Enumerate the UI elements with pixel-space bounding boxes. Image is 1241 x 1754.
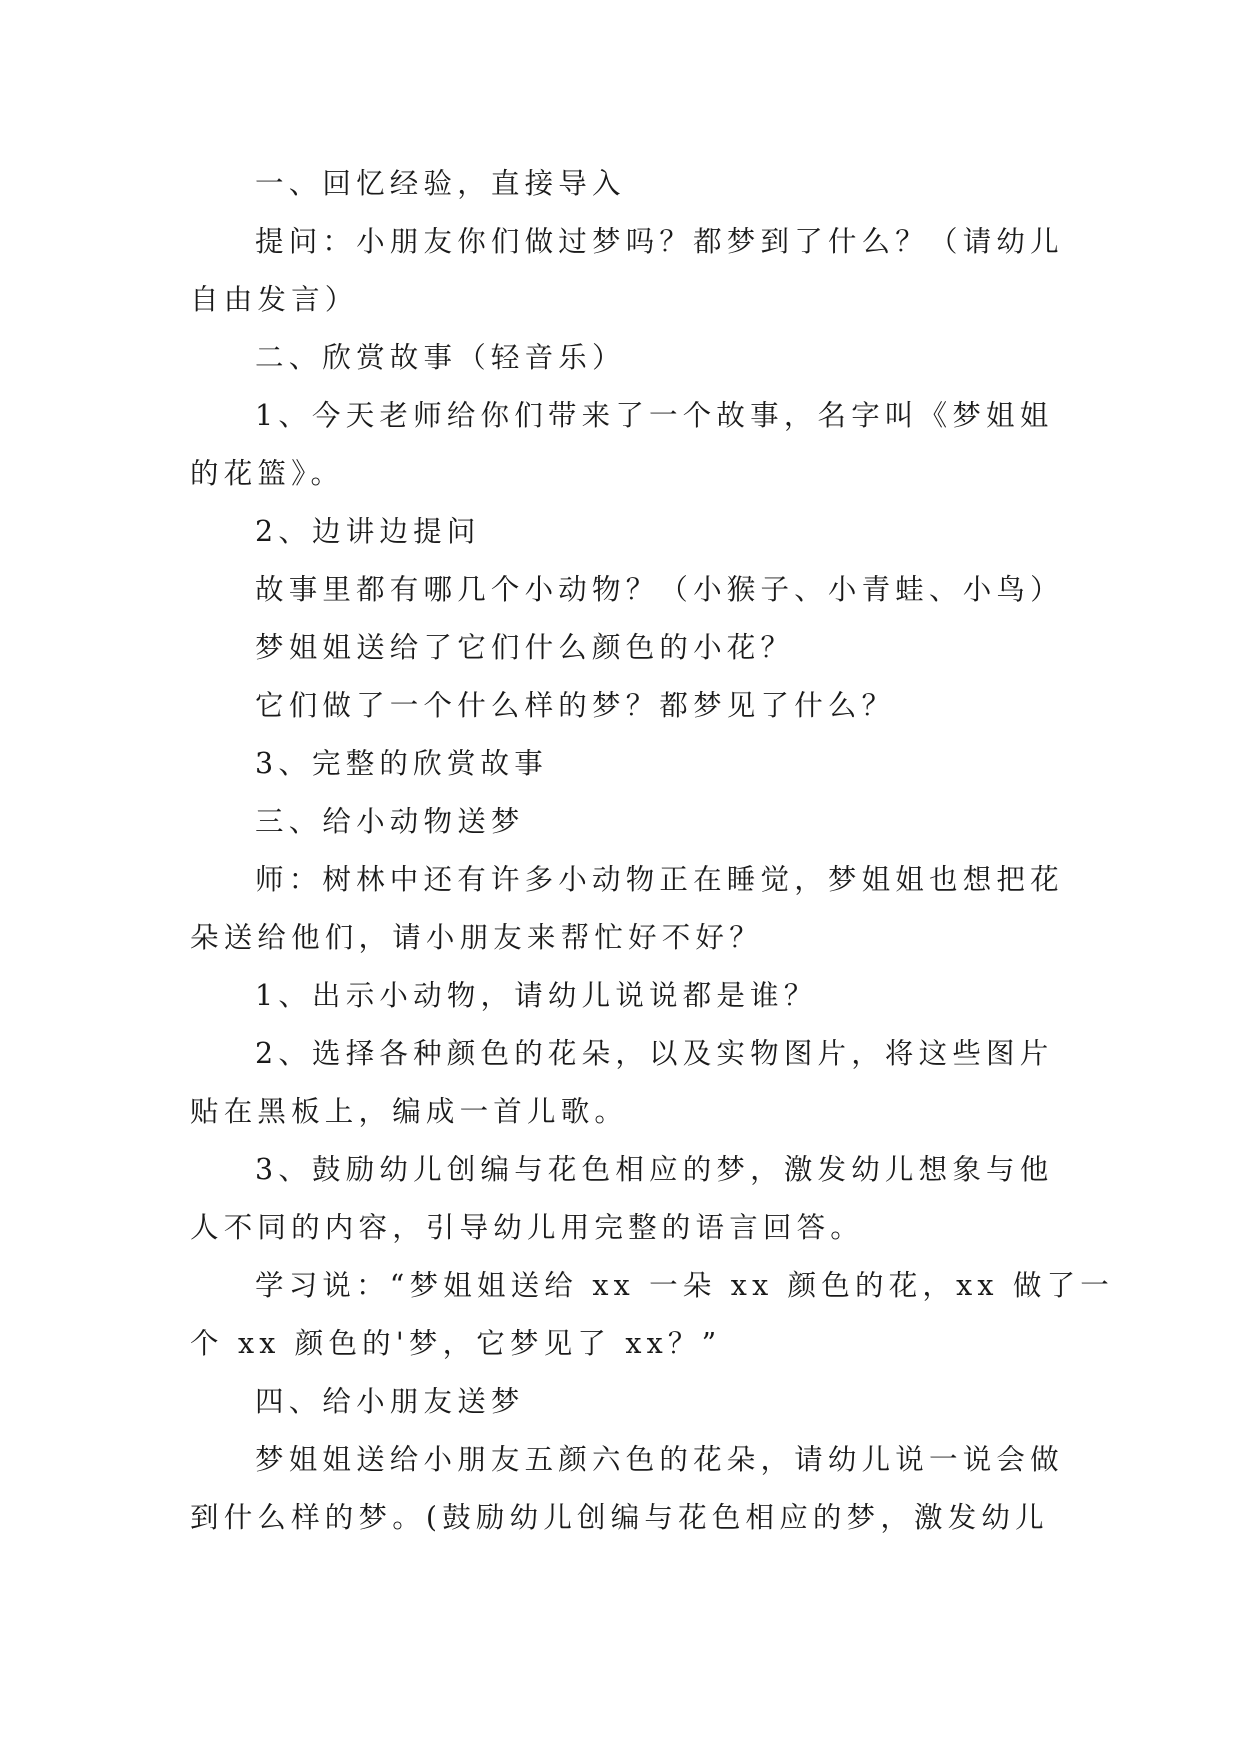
text-line: 二、欣赏故事（轻音乐） (255, 341, 626, 374)
text-line: 3、鼓励幼儿创编与花色相应的梦，激发幼儿想象与他 (255, 1153, 1054, 1186)
text-line: 梦姐姐送给了它们什么颜色的小花？ (255, 631, 795, 664)
text-line: 学习说：“梦姐姐送给 xx 一朵 xx 颜色的花，xx 做了一 (255, 1269, 1115, 1302)
text-line: 的花篮》。 (190, 457, 345, 490)
text-line: 师：树林中还有许多小动物正在睡觉，梦姐姐也想把花 (255, 863, 1064, 896)
text-line: 3、完整的欣赏故事 (255, 747, 548, 780)
text-line: 它们做了一个什么样的梦？都梦见了什么？ (255, 689, 896, 722)
text-line: 2、边讲边提问 (255, 515, 481, 548)
text-line: 2、选择各种颜色的花朵，以及实物图片，将这些图片 (255, 1037, 1054, 1070)
text-line: 到什么样的梦。(鼓励幼儿创编与花色相应的梦，激发幼儿 (190, 1501, 1049, 1534)
text-line: 提问：小朋友你们做过梦吗？都梦到了什么？（请幼儿 (255, 225, 1064, 258)
text-line: 梦姐姐送给小朋友五颜六色的花朵，请幼儿说一说会做 (255, 1443, 1064, 1476)
document-body (190, 155, 1115, 1547)
text-line: 人不同的内容，引导幼儿用完整的语言回答。 (190, 1211, 865, 1244)
text-line: 四、给小朋友送梦 (255, 1385, 525, 1418)
text-line: 朵送给他们，请小朋友来帮忙好不好？ (190, 921, 763, 954)
text-line: 1、出示小动物，请幼儿说说都是谁？ (255, 979, 818, 1012)
text-line: 三、给小动物送梦 (255, 805, 525, 838)
text-line: 贴在黑板上，编成一首儿歌。 (190, 1095, 629, 1128)
text-line: 个 xx 颜色的'梦，它梦见了 xx？” (190, 1327, 722, 1360)
text-line: 自由发言） (190, 283, 359, 316)
text-line: 1、今天老师给你们带来了一个故事，名字叫《梦姐姐 (255, 399, 1054, 432)
text-line: 故事里都有哪几个小动物？（小猴子、小青蛙、小鸟） (255, 573, 1064, 606)
text-line: 一、回忆经验，直接导入 (255, 167, 626, 200)
